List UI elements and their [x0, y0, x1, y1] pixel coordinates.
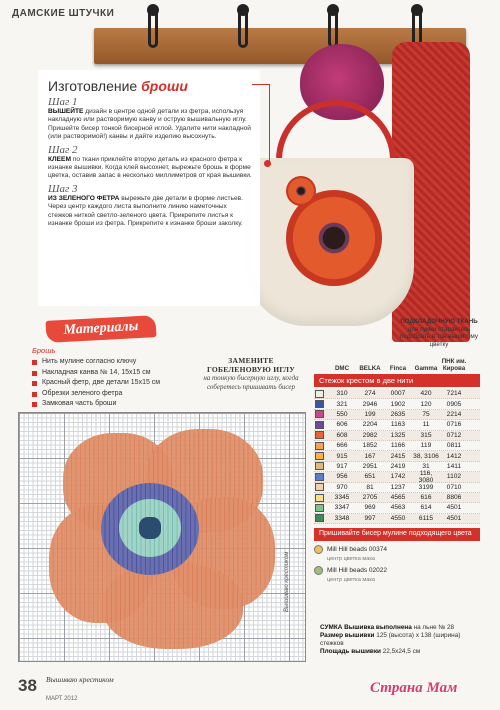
table-cell: 616	[420, 494, 432, 502]
table-cell: 0716	[446, 421, 462, 429]
step-2	[48, 144, 252, 181]
table-row	[314, 462, 480, 472]
table-cell: 651	[364, 473, 376, 481]
table-cell: 2204	[362, 421, 378, 429]
bead-row: Mill Hill beads 02022	[314, 565, 480, 577]
table-cell: 0712	[446, 431, 462, 439]
key-title: Стежок крестом в две нити	[314, 374, 480, 387]
table-cell: 997	[364, 514, 376, 522]
color-swatch-icon	[315, 504, 324, 512]
hook-head-icon	[147, 4, 159, 16]
table-cell: 1102	[446, 473, 462, 481]
table-cell: 4565	[390, 494, 406, 502]
list-item: Накладная канва № 14, 15x15 см	[32, 368, 197, 379]
table-cell: 956	[336, 473, 348, 481]
table-cell: 4501	[446, 514, 462, 522]
table-cell: 2635	[390, 410, 406, 418]
table-cell: 199	[364, 410, 376, 418]
table-cell: 2214	[446, 410, 462, 418]
lining-caption: ПОДКЛАДОЧНУЮ ТКАНЬ для сумки старайтесь подобрать в тон вышитому цветку	[400, 318, 478, 348]
hook-head-icon	[237, 4, 249, 16]
step-title: Шаг 1	[48, 96, 78, 108]
table-row	[314, 503, 480, 513]
table-cell: 11	[422, 421, 430, 429]
bead-sub: центр цветка мака	[327, 555, 376, 562]
table-cell: 3345	[334, 494, 350, 502]
color-swatch-icon	[315, 473, 324, 481]
watermark-logo: Страна Мам	[370, 680, 458, 696]
table-cell: 420	[420, 390, 432, 398]
table-cell: 167	[364, 452, 376, 460]
table-cell: 2982	[362, 431, 378, 439]
step-title: Шаг 3	[48, 182, 78, 195]
table-cell: 0710	[446, 483, 462, 491]
table-cell: 0905	[446, 400, 462, 408]
table-cell: 3199	[418, 483, 434, 491]
table-cell: 1166	[390, 442, 406, 450]
table-row	[314, 441, 480, 451]
callout-line	[252, 84, 270, 164]
table-cell: 4550	[390, 514, 406, 522]
table-cell: 970	[336, 483, 348, 491]
table-row	[314, 399, 480, 409]
color-swatch-icon	[315, 483, 324, 491]
bead-dot-icon	[314, 566, 323, 575]
table-cell: 38, 3106	[413, 452, 439, 460]
table-cell: 116, 3080	[418, 469, 434, 484]
table-cell: 3348	[334, 514, 350, 522]
table-row	[314, 493, 480, 503]
table-cell: 1163	[390, 421, 406, 429]
bead-sub: центр цветка мака	[327, 576, 376, 583]
color-swatch-icon	[315, 462, 324, 470]
table-row	[314, 469, 480, 484]
hook-head-icon	[411, 4, 423, 16]
list-item: Красный фетр, две детали 15x15 см	[32, 378, 197, 389]
table-cell: 4563	[390, 504, 406, 512]
table-cell: 6115	[418, 514, 434, 522]
materials-list	[32, 346, 197, 410]
hook-head-icon	[327, 4, 339, 16]
color-key	[314, 360, 480, 583]
section-label: ДАМСКИЕ ШТУЧКИ	[12, 8, 115, 19]
table-cell: 917	[336, 462, 348, 470]
table-cell: 315	[420, 431, 432, 439]
table-cell: 2946	[362, 400, 378, 408]
table-row	[314, 389, 480, 399]
table-row	[314, 420, 480, 430]
page-number: 38	[18, 676, 37, 695]
note-heading: ЗАМЕНИТЕ ГОБЕЛЕНОВУЮ ИГЛУ	[206, 356, 296, 374]
instructions-title: Изготовление броши	[48, 78, 188, 94]
table-cell: 274	[364, 390, 376, 398]
chart-petal	[103, 563, 243, 649]
key-rows	[314, 389, 480, 524]
materials-subtitle: Брошь	[32, 346, 56, 355]
table-cell: 2951	[362, 462, 378, 470]
note-text: на тонкую бисерную иглу, когда соберетесь пришивать бисер	[203, 374, 299, 391]
step-3	[48, 183, 252, 229]
bead-dot-icon	[314, 545, 323, 554]
list-item: Замковая часть броши	[32, 399, 197, 410]
table-cell: 1325	[390, 431, 406, 439]
specs: СУМКА Вышивка выполнена на льне № 28 Размер вышивки 125 (высота) x 138 (ширина) стежков Площадь вышивки 22,5x24,5 см	[320, 624, 461, 655]
table-cell: 0007	[390, 390, 406, 398]
table-cell: 4501	[446, 504, 462, 512]
table-cell: 608	[336, 431, 348, 439]
table-row	[314, 451, 480, 461]
table-cell: 614	[420, 504, 432, 512]
table-cell: 310	[336, 390, 348, 398]
cross-stitch-chart	[18, 412, 306, 662]
callout-dot	[264, 160, 271, 167]
materials-title: Материалы	[45, 315, 156, 343]
step-text: ВЫШЕЙТЕ дизайн в центре одной детали из фетра, используя накладную или растворимую канву и острую вышивальную иглу. Пришейте бисер тонкой бисерной иглой. Удалите нити накладной (или растворимой!) канвы и дайте изделию высохнуть.	[48, 108, 251, 141]
table-cell: 1411	[446, 462, 462, 470]
table-cell: 2419	[390, 462, 406, 470]
step-text: КЛЕЕМ по ткани приклейте вторую деталь из красного фетра к изнанке вышивки. Когда клей высохнет, вырежьте брошь в форме цветка, оставив запас в несколько миллиметров от края вышивки.	[48, 155, 252, 180]
table-cell: 606	[336, 421, 348, 429]
tote-bag-image	[246, 158, 414, 326]
table-cell: 1852	[362, 442, 378, 450]
table-cell: 120	[420, 400, 432, 408]
table-cell: 2705	[362, 494, 378, 502]
bead-row: Mill Hill beads 00374	[314, 544, 480, 556]
table-cell: 550	[336, 410, 348, 418]
table-cell: 3347	[334, 504, 350, 512]
chart-center-eye	[139, 517, 161, 539]
table-cell: 969	[364, 504, 376, 512]
chart-signature: Вышиваю крестиком	[284, 551, 290, 612]
color-swatch-icon	[315, 514, 324, 522]
step-title: Шаг 2	[48, 143, 78, 156]
color-swatch-icon	[315, 431, 324, 439]
table-row	[314, 483, 480, 493]
step-text: ИЗ ЗЕЛЕНОГО ФЕТРА вырежьте две детали в форме листьев. Через центр каждого листа выполните линию наметочных стежков ниткой светло-зеленого цвета. Прикрепите листья к изнанке броши из фетра. Прикрепите к изнанке броши заколку.	[48, 194, 243, 228]
issue-date: МАРТ 2012	[46, 696, 78, 702]
table-cell: 81	[366, 483, 374, 491]
step-1	[48, 96, 252, 142]
table-cell: 915	[336, 452, 348, 460]
table-cell: 2415	[390, 452, 406, 460]
table-cell: 1902	[390, 400, 406, 408]
instructions-panel	[38, 70, 260, 306]
table-cell: 75	[422, 410, 430, 418]
needle-note	[196, 356, 306, 391]
table-row	[314, 410, 480, 420]
color-swatch-icon	[315, 452, 324, 460]
table-cell: 321	[336, 400, 348, 408]
table-cell: 31	[422, 462, 430, 470]
table-cell: 7214	[446, 390, 462, 398]
bead-title: Пришивайте бисер мулине подходящего цвета	[314, 528, 480, 541]
table-cell: 8806	[446, 494, 462, 502]
key-header: DMC BELKA Finca Gamma ПНК им. Кирова	[334, 358, 467, 372]
table-cell: 1237	[390, 483, 406, 491]
table-cell: 1742	[390, 473, 406, 481]
color-swatch-icon	[315, 390, 324, 398]
table-row	[314, 431, 480, 441]
list-item: Обрезки зеленого фетра	[32, 389, 197, 400]
color-swatch-icon	[315, 442, 324, 450]
table-cell: 666	[336, 442, 348, 450]
table-cell: 1412	[446, 452, 462, 460]
color-swatch-icon	[315, 400, 324, 408]
color-swatch-icon	[315, 410, 324, 418]
table-row	[314, 514, 480, 524]
table-cell: 0811	[446, 442, 462, 450]
list-item: Нить мулине согласно ключу	[32, 357, 197, 368]
magazine-name: Вышиваю крестиком	[46, 675, 114, 684]
color-swatch-icon	[315, 494, 324, 502]
color-swatch-icon	[315, 421, 324, 429]
small-poppy-brooch	[286, 176, 316, 206]
table-cell: 119	[420, 442, 432, 450]
